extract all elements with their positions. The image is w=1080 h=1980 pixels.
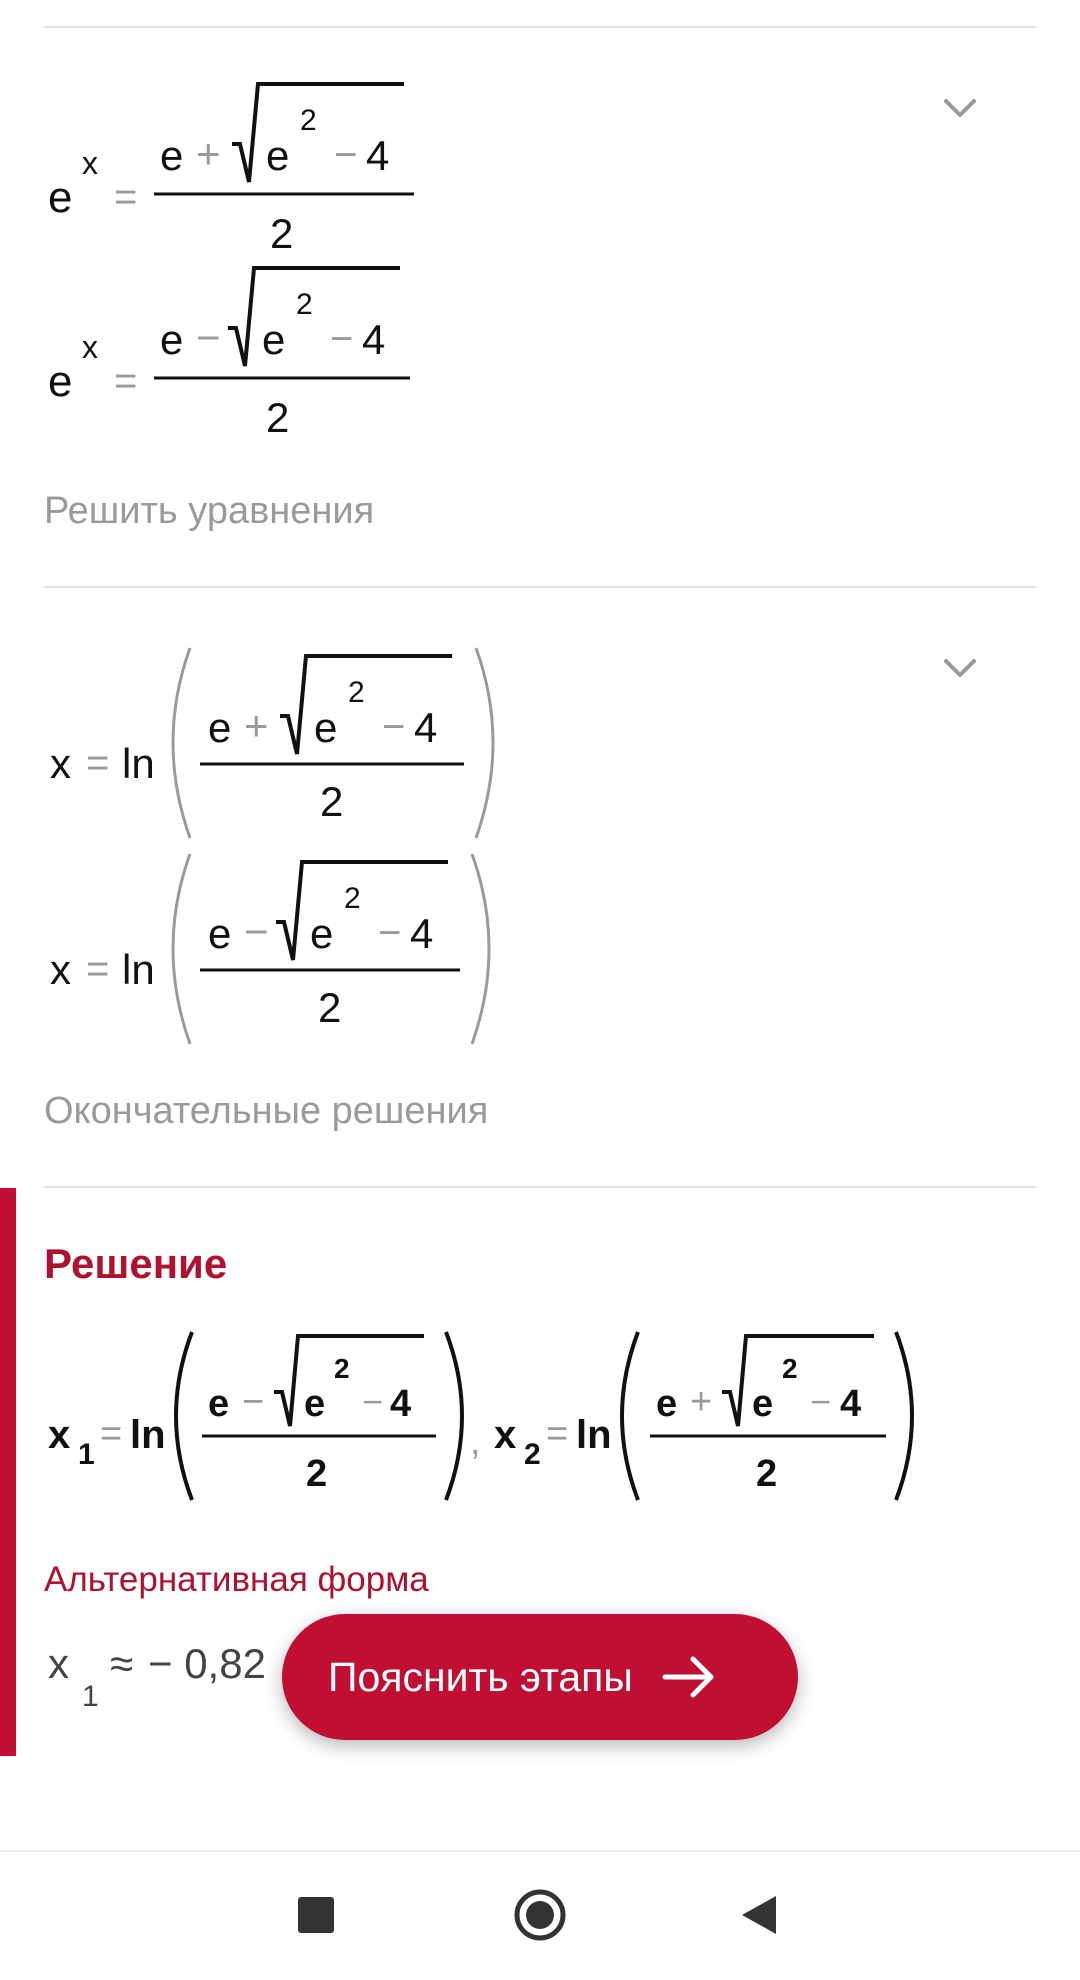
right-paren xyxy=(472,854,489,1044)
equals-sign: = xyxy=(86,947,110,991)
numerator-e: e xyxy=(160,132,184,179)
solution-title: Решение xyxy=(44,1240,228,1287)
step-caption-solve: Решить уравнения xyxy=(44,490,375,532)
x1-subscript: 1 xyxy=(78,1438,95,1471)
left-paren xyxy=(173,854,190,1044)
right-paren xyxy=(476,648,493,838)
explain-steps-label: Пояснить этапы xyxy=(328,1653,633,1700)
arrow-right-icon xyxy=(659,1647,719,1707)
ln-function: ln xyxy=(122,740,155,787)
x2-radicand-e: e xyxy=(752,1383,774,1425)
x1-right-paren xyxy=(446,1332,462,1500)
radicand-minus: − xyxy=(378,911,402,955)
numerator-operator: − xyxy=(196,314,221,361)
x2-left-paren xyxy=(622,1332,638,1500)
lhs-exponent: x xyxy=(82,329,98,365)
x1-ln: ln xyxy=(130,1413,166,1457)
radicand-e: e xyxy=(262,316,286,363)
x2-ln: ln xyxy=(576,1413,612,1457)
x2-radicand-four: 4 xyxy=(840,1383,862,1425)
numerator-operator: − xyxy=(244,908,269,955)
radicand-four: 4 xyxy=(362,316,386,363)
radicand-exponent: 2 xyxy=(344,882,361,915)
recents-square-icon[interactable] xyxy=(281,1880,351,1950)
ln-function: ln xyxy=(122,946,155,993)
lhs-base: e xyxy=(48,173,73,222)
numerator-e: e xyxy=(160,316,184,363)
lhs-variable: x xyxy=(50,946,71,993)
x2-equals: = xyxy=(546,1413,569,1455)
x1-left-paren xyxy=(176,1332,192,1500)
alt-subscript: 1 xyxy=(82,1680,99,1713)
radicand-minus: − xyxy=(330,317,354,361)
x2-right-paren xyxy=(896,1332,912,1500)
solution-expression xyxy=(44,1326,944,1511)
x1-numerator-operator: − xyxy=(242,1381,265,1423)
equation-exp-minus xyxy=(44,254,444,449)
top-divider xyxy=(44,26,1036,28)
home-circle-icon[interactable] xyxy=(505,1880,575,1950)
x1-radicand-minus: − xyxy=(362,1381,384,1422)
radicand-minus: − xyxy=(382,705,406,749)
lhs-variable: x xyxy=(50,740,71,787)
x2-numerator-e: e xyxy=(656,1383,678,1425)
x1-equals: = xyxy=(100,1413,123,1455)
x1-radicand-four: 4 xyxy=(390,1383,412,1425)
denominator: 2 xyxy=(266,394,290,441)
x1-radicand-e: e xyxy=(304,1383,326,1425)
equation-ln-minus xyxy=(44,848,524,1053)
equation-exp-plus xyxy=(44,70,444,265)
x2-subscript: 2 xyxy=(524,1438,541,1471)
x2-radicand-minus: − xyxy=(810,1381,832,1422)
lhs-exponent: x xyxy=(82,145,98,181)
alt-value: − 0,82 xyxy=(148,1640,266,1687)
solution-comma: , xyxy=(470,1421,481,1463)
alt-variable: x xyxy=(48,1640,69,1687)
equation-ln-plus xyxy=(44,642,524,847)
radicand-four: 4 xyxy=(366,132,390,179)
expand-chevron-icon[interactable] xyxy=(938,646,982,690)
radicand-four: 4 xyxy=(414,704,438,751)
alternative-form-title: Альтернативная форма xyxy=(44,1560,429,1599)
explain-steps-button[interactable] xyxy=(282,1614,798,1740)
x2-numerator-operator: + xyxy=(690,1381,713,1423)
denominator: 2 xyxy=(318,984,342,1031)
x2-radicand-exponent: 2 xyxy=(782,1353,798,1384)
x2-variable: x xyxy=(494,1413,517,1457)
expand-chevron-icon[interactable] xyxy=(938,86,982,130)
solution-divider xyxy=(44,1186,1036,1188)
alt-approx: ≈ xyxy=(110,1640,134,1687)
equals-sign: = xyxy=(114,175,138,219)
numerator-e: e xyxy=(208,910,232,957)
radicand-exponent: 2 xyxy=(296,288,313,321)
x1-variable: x xyxy=(48,1413,71,1457)
radicand-minus: − xyxy=(334,133,358,177)
step-caption-final: Окончательные решения xyxy=(44,1090,489,1132)
x2-denominator: 2 xyxy=(756,1453,778,1495)
lhs-base: e xyxy=(48,357,73,406)
numerator-operator: + xyxy=(244,702,269,749)
radicand-exponent: 2 xyxy=(300,104,317,137)
equals-sign: = xyxy=(86,741,110,785)
solution-accent-bar xyxy=(0,1188,16,1756)
left-paren xyxy=(173,648,190,838)
radicand-e: e xyxy=(310,910,334,957)
denominator: 2 xyxy=(320,778,344,825)
radicand-e: e xyxy=(314,704,338,751)
radicand-four: 4 xyxy=(410,910,434,957)
radicand-e: e xyxy=(266,132,290,179)
x1-numerator-e: e xyxy=(208,1383,230,1425)
x1-denominator: 2 xyxy=(306,1453,328,1495)
step-divider xyxy=(44,586,1036,588)
radicand-exponent: 2 xyxy=(348,676,365,709)
back-triangle-icon[interactable] xyxy=(724,1880,794,1950)
equals-sign: = xyxy=(114,359,138,403)
x1-radicand-exponent: 2 xyxy=(334,1353,350,1384)
numerator-e: e xyxy=(208,704,232,751)
system-navigation-bar xyxy=(0,1850,1080,1980)
denominator: 2 xyxy=(270,210,294,257)
numerator-operator: + xyxy=(196,130,221,177)
